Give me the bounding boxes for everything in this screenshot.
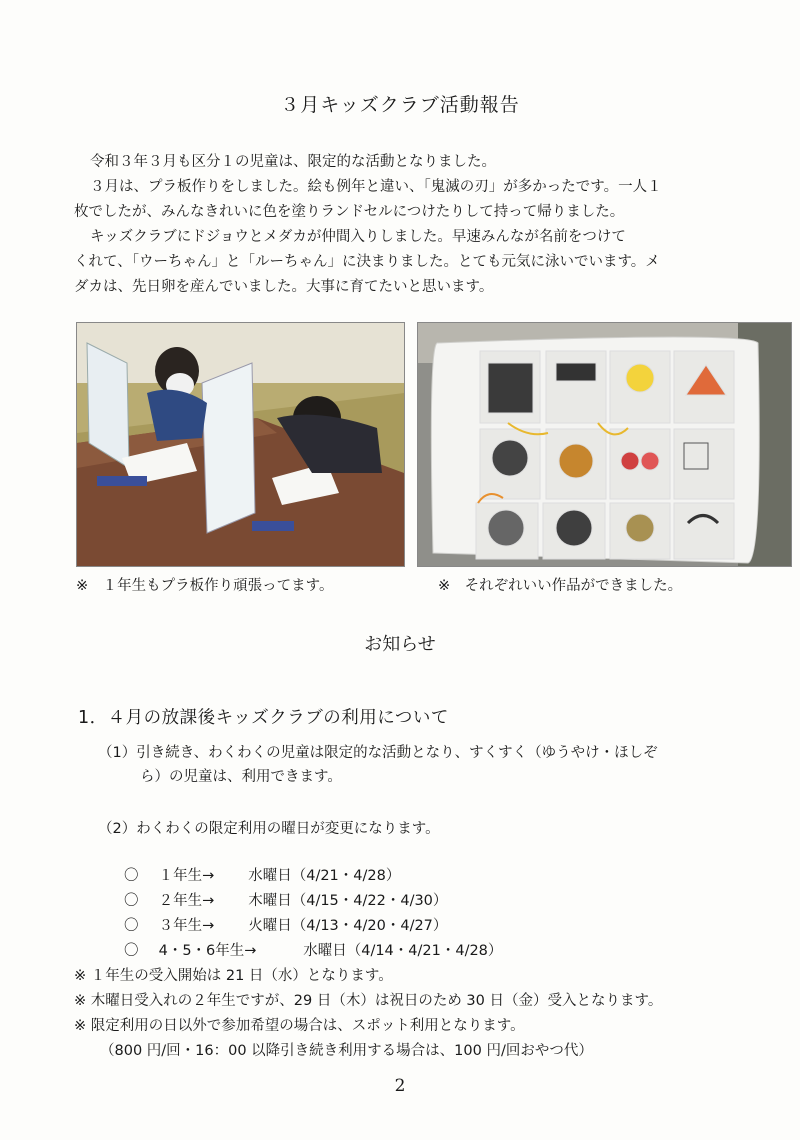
report-line: 枚でしたが、みんなきれいに色を塗りランドセルにつけたりして持って帰りました。 (74, 204, 625, 220)
artworks-illustration (418, 323, 791, 566)
kids-drawing-illustration (77, 323, 404, 566)
schedule-mark: 〇 (124, 893, 139, 909)
artworks-photo (417, 322, 792, 567)
page-title: ３月キッズクラブ活動報告 (280, 94, 520, 116)
left-photo-caption: ※ １年生もプラ板作り頑張ってます。 (76, 578, 334, 594)
schedule-grade: ３年生→ (158, 918, 215, 934)
right-photo-caption: ※ それぞれいい作品ができました。 (438, 578, 683, 594)
schedule-days: 水曜日（4/21・4/28） (248, 868, 401, 884)
schedule-days: 木曜日（4/15・4/22・4/30） (248, 893, 448, 909)
item-1-line-1: （1）引き続き、わくわくの児童は限定的な活動となり、すくすく（ゆうやけ・ほしぞ (98, 745, 658, 761)
schedule-grade: 4・5・6年生→ (158, 943, 257, 959)
note-3: ※ 限定利用の日以外で参加希望の場合は、スポット利用となります。 (74, 1018, 525, 1034)
page-number: 2 (394, 1076, 406, 1096)
fee-note: （800 円/回・16：00 以降引き続き利用する場合は、100 円/回おやつ代） (100, 1043, 593, 1059)
report-body (74, 150, 744, 300)
report-line: くれて、「ウーちゃん」と「ルーちゃん」に決まりました。とても元気に泳いでいます。メ (74, 254, 660, 270)
schedule-row (124, 914, 447, 935)
schedule-days: 火曜日（4/13・4/20・4/27） (248, 918, 448, 934)
kids-drawing-photo (76, 322, 405, 567)
schedule-row (124, 889, 447, 910)
report-line: キッズクラブにドジョウとメダカが仲間入りしました。早速みんなが名前をつけて (90, 229, 626, 245)
note-1: ※ １年生の受入開始は 21 日（水）となります。 (74, 968, 393, 984)
schedule-days: 水曜日（4/14・4/21・4/28） (303, 943, 503, 959)
schedule-mark: 〇 (124, 943, 139, 959)
item-1-line-2: ら）の児童は、利用できます。 (140, 769, 342, 785)
report-line: ダカは、先日卵を産んでいました。大事に育てたいと思います。 (74, 279, 494, 295)
notice-title: お知らせ (364, 634, 436, 655)
schedule-row (124, 864, 400, 885)
schedule-grade: ２年生→ (158, 893, 215, 909)
report-line: ３月は、プラ板作りをしました。絵も例年と違い、「鬼滅の刃」が多かったです。一人１ (90, 179, 662, 195)
item-2: （2）わくわくの限定利用の曜日が変更になります。 (98, 821, 440, 837)
schedule-mark: 〇 (124, 918, 139, 934)
report-line: 令和３年３月も区分１の児童は、限定的な活動となりました。 (90, 154, 496, 170)
schedule-grade: １年生→ (158, 868, 215, 884)
note-2: ※ 木曜日受入れの２年生ですが、29 日（木）は祝日のため 30 日（金）受入となります。 (74, 993, 663, 1009)
section-title: 1．４月の放課後キッズクラブの利用について (78, 708, 449, 728)
schedule-row (124, 939, 502, 960)
schedule-mark: 〇 (124, 868, 139, 884)
